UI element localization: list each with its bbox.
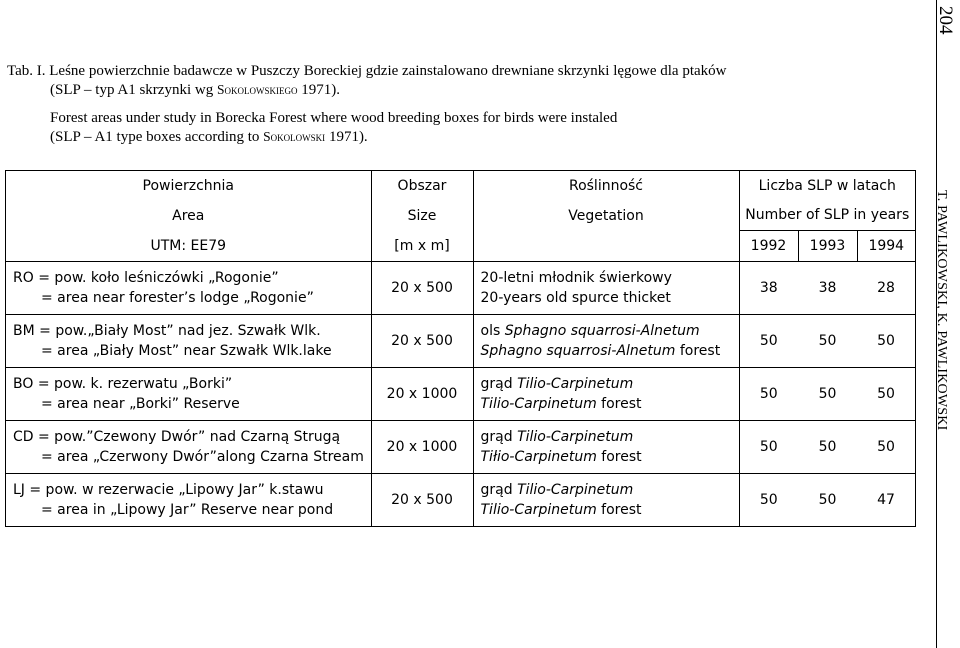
caption-pl-author: Sokolowskiego xyxy=(216,81,298,97)
caption-en-line2: (SLP – A1 type boxes according to Sokolowski 1971). xyxy=(50,128,368,145)
cell-count-1993: 50 xyxy=(798,473,857,526)
table-row-ro xyxy=(6,261,915,314)
cell-count-1994: 50 xyxy=(857,314,915,367)
cell-count-1994: 50 xyxy=(857,367,915,420)
cell-area: BO = pow. k. rezerwatu „Borki” = area near „Borki” Reserve xyxy=(6,367,371,420)
cell-size: 20 x 500 xyxy=(371,473,473,526)
header-utm: UTM: EE79 xyxy=(6,231,371,262)
cell-area: LJ = pow. w rezerwacie „Lipowy Jar” k.stawu = area in „Lipowy Jar” Reserve near pond xyxy=(6,473,371,526)
header-area-pl: Powierzchnia xyxy=(6,171,371,201)
header-count-en: Number of SLP in years xyxy=(745,207,910,224)
cell-vegetation: grąd Tilio-Carpinetum Tilio-Carpinetum forest xyxy=(473,367,739,420)
caption-pl-line2: (SLP – typ A1 skrzynki wg Sokolowskiego 1971). xyxy=(50,81,340,98)
header-size-en: Size xyxy=(371,201,473,231)
cell-area: RO = pow. koło leśniczówki „Rogonie” = area near forester’s lodge „Rogonie” xyxy=(6,261,371,314)
cell-count-1993: 38 xyxy=(798,261,857,314)
cell-count-1993: 50 xyxy=(798,367,857,420)
caption-pl-line1: Tab. I. Leśne powierzchnie badawcze w Puszczy Boreckiej gdzie zainstalowano drewniane skrzynki lęgowe dla ptaków xyxy=(7,63,727,79)
caption-english xyxy=(7,109,787,146)
cell-area: CD = pow.”Czewony Dwór” nad Czarną Strugą = area „Czerwony Dwór”along Czarna Stream xyxy=(6,420,371,473)
header-size-unit: [m x m] xyxy=(371,231,473,262)
page-number: 204 xyxy=(935,6,956,35)
header-year-1992: 1992 xyxy=(739,231,798,262)
cell-count-1992: 50 xyxy=(739,420,798,473)
header-area-en: Area xyxy=(6,201,371,231)
cell-count-1994: 28 xyxy=(857,261,915,314)
header-year-1993: 1993 xyxy=(798,231,857,262)
cell-count-1992: 50 xyxy=(739,314,798,367)
cell-size: 20 x 1000 xyxy=(371,367,473,420)
cell-area: BM = pow.„Biały Most” nad jez. Szwałk Wlk. = area „Biały Most” near Szwałk Wlk.lake xyxy=(6,314,371,367)
cell-vegetation: grąd Tilio-Carpinetum Tiłio-Carpinetum forest xyxy=(473,420,739,473)
cell-size: 20 x 500 xyxy=(371,261,473,314)
header-year-1994: 1994 xyxy=(857,231,915,262)
cell-count-1992: 38 xyxy=(739,261,798,314)
header-veg-en: Vegetation xyxy=(473,201,739,231)
cell-vegetation: 20-letni młodnik świerkowy 20-years old spurce thicket xyxy=(473,261,739,314)
cell-count-1994: 50 xyxy=(857,420,915,473)
header-count-pl: Liczba SLP w latach xyxy=(758,177,896,194)
cell-count-1994: 47 xyxy=(857,473,915,526)
table-row-lj xyxy=(6,473,915,526)
cell-count-1992: 50 xyxy=(739,367,798,420)
header-size-pl: Obszar xyxy=(371,171,473,201)
header-veg-pl: Roślinność xyxy=(473,171,739,201)
cell-vegetation: ols Sphagno squarrosi-Alnetum Sphagno squarrosi-Alnetum forest xyxy=(473,314,739,367)
running-head-authors: T. PAWLIKOWSKI, K. PAWLIKOWSKI xyxy=(934,190,949,431)
cell-count-1993: 50 xyxy=(798,420,857,473)
study-areas-table xyxy=(5,170,916,527)
cell-vegetation: grąd Tilio-Carpinetum Tilio-Carpinetum forest xyxy=(473,473,739,526)
cell-count-1992: 50 xyxy=(739,473,798,526)
table-row-cd xyxy=(6,420,915,473)
table-caption xyxy=(7,62,787,146)
table-row-bm xyxy=(6,314,915,367)
table-row-bo xyxy=(6,367,915,420)
cell-size: 20 x 1000 xyxy=(371,420,473,473)
caption-en-line1: Forest areas under study in Borecka Forest where wood breeding boxes for birds were instaled xyxy=(50,110,618,126)
cell-size: 20 x 500 xyxy=(371,314,473,367)
cell-count-1993: 50 xyxy=(798,314,857,367)
caption-en-author: Sokolowski xyxy=(263,128,326,144)
caption-polish xyxy=(7,62,787,99)
header-veg-blank xyxy=(473,231,739,262)
